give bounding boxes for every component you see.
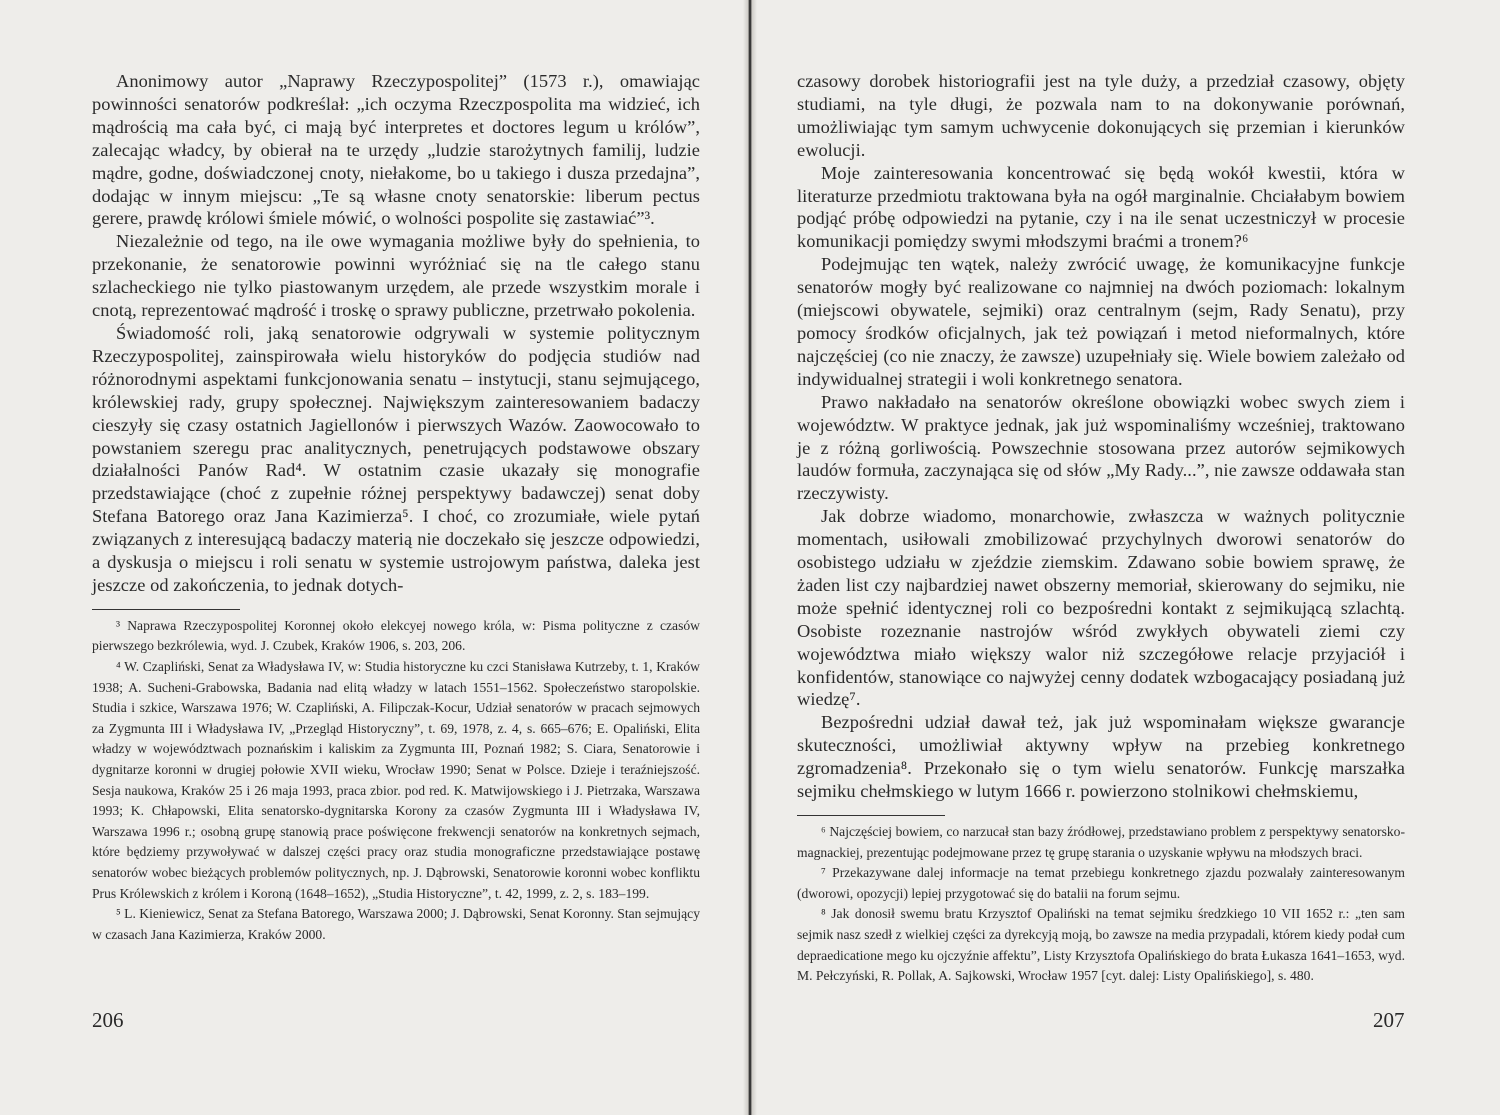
- paragraph: Świadomość roli, jaką senatorowie odgrywali w systemie politycznym Rzeczypospolitej, zainspirowała wielu historyków do podjęcia studiów nad różnorodnymi aspektami funkcjonowania senatu – instytucji, stanu sejmującego, królewskiej rady, grupy społecznej. Największym zainteresowaniem badaczy cieszyły się czasy ostatnich Jagiellonów i pierwszych Wazów. Zaowocowało to powstaniem szeregu prac analitycznych, penetrujących podstawowe obszary działalności Panów Rad⁴. W ostatnim czasie ukazały się monografie przedstawiające (choć z zupełnie różnej perspektywy badawczej) senat doby Stefana Batorego oraz Jana Kazimierza⁵. I choć, co zrozumiałe, wiele pytań związanych z interesującą badaczy materią nie doczekało się jeszcze odpowiedzi, a dyskusja o miejscu i roli senatu w systemie ustrojowym państwa, daleka jest jeszcze od zakończenia, to jednak dotych-: [92, 322, 700, 595]
- paragraph: Bezpośredni udział dawał też, jak już wspominałam większe gwarancje skuteczności, umożliwiał aktywny wpływ na przebieg konkretnego zgromadzenia⁸. Przekonało się o tym wielu senatorów. Funkcję marszałka sejmiku chełmskiego w lutym 1666 r. powierzono stolnikowi chełmskiemu,: [797, 712, 1405, 802]
- left-page: [92, 70, 700, 945]
- right-body-text: [797, 70, 1405, 803]
- left-body-text: [92, 70, 700, 597]
- footnote: ⁴ W. Czapliński, Senat za Władysława IV, w: Studia historyczne ku czci Stanisława Kutrzeby, t. 1, Kraków 1938; A. Sucheni-Grabowska, Badania nad elitą władzy w latach 1551–1562. Społeczeństwo staropolskie. Studia i szkice, Warszawa 1976; W. Czapliński, A. Filipczak-Kocur, Udział senatorów w pracach sejmowych za Zygmunta III i Władysława IV, „Przegląd Historyczny”, t. 69, 1978, z. 4, s. 665–676; E. Opaliński, Elita władzy w województwach poznańskim i kaliskim za Zygmunta III, Poznań 1982; S. Ciara, Senatorowie i dygnitarze koronni w drugiej połowie XVII wieku, Wrocław 1990; Senat w Polsce. Dzieje i teraźniejszość. Sesja naukowa, Kraków 25 i 26 maja 1993, praca zbior. pod red. K. Matwijowskiego i J. Pietrzaka, Warszawa 1993; K. Chłapowski, Elita senatorsko-dygnitarska Korony za czasów Zygmunta III i Władysława IV, Warszawa 1996 r.; osobną grupę stanowią prace poświęcone frekwencji senatorów na konkretnych sejmach, które będziemy przywoływać w dalszej części pracy oraz studia monograficzne przedstawiające postawę senatorów wobec bieżących problemów politycznych, np. J. Dąbrowski, Senatorowie koronni wobec konfliktu Prus Królewskich z królem i Koroną (1648–1652), „Studia Historyczne”, t. 42, 1999, z. 2, s. 183–199.: [92, 659, 700, 901]
- footnote: ⁷ Przekazywane dalej informacje na temat przebiegu konkretnego zjazdu pozwalały zainteresowanym (dworowi, opozycji) lepiej przygotować się do batalii na forum sejmu.: [797, 865, 1405, 901]
- page-number-right: 207: [1373, 1008, 1405, 1032]
- footnote: ⁶ Najczęściej bowiem, co narzucał stan bazy źródłowej, przedstawiano problem z perspektywy senatorsko-magnackiej, prezentując podejmowane przez tę grupę starania o uzyskanie wpływu na młodszych braci.: [797, 824, 1405, 860]
- paragraph: Anonimowy autor „Naprawy Rzeczypospolitej” (1573 r.), omawiając powinności senatorów podkreślał: „ich oczyma Rzeczpospolita ma widzieć, ich mądrością ma cała być, ci mają być interpretes et doctores legum u królów”, zalecając władcy, by obierał na te urzędy „ludzie starożytnych familij, ludzie mądre, godne, doświadczonej cnoty, niełakome, bo u takiego i dusza przedajna”, dodając w innym miejscu: „Te są własne cnoty senatorskie: liberum pectus gerere, prawdę królowi śmiele mówić, o wolności pospolite się zastawiać”³.: [92, 71, 700, 229]
- paragraph: Jak dobrze wiadomo, monarchowie, zwłaszcza w ważnych politycznie momentach, usiłowali zmobilizować przychylnych dworowi senatorów do osobistego udziału w zjeździe ziemskim. Zdawano sobie bowiem sprawę, że żaden list czy najbardziej nawet obszerny memoriał, skierowany do sejmiku, nie może spełnić identycznej roli co bezpośredni kontakt z sejmikującą szlachtą. Osobiste rozeznanie nastrojów wśród zwykłych obywateli ziemi czy województwa miało większy walor niż szczegółowe relacje przyjaciół i konfidentów, stanowiące co najwyżej cenny dodatek wzbogacający posiadaną już wiedzę⁷.: [797, 506, 1405, 710]
- paragraph: Podejmując ten wątek, należy zwrócić uwagę, że komunikacyjne funkcje senatorów mogły być realizowane co najmniej na dwóch poziomach: lokalnym (miejscowi obywatele, sejmiki) oraz centralnym (sejm, Rady Senatu), przy pomocy środków oficjalnych, jak też powiązań i metod nieformalnych, które najczęściej (co nie znaczy, że zawsze) uzupełniały się. Wiele bowiem zależało od indywidualnej strategii i woli konkretnego senatora.: [797, 254, 1405, 389]
- paragraph: Niezależnie od tego, na ile owe wymagania możliwe były do spełnienia, to przekonanie, że senatorowie powinni wyróżniać się na tle całego stanu szlacheckiego nie tylko piastowanym urzędem, ale przede wszystkim morale i cnotą, reprezentować mądrość i troskę o sprawy publiczne, przetrwało pokolenia.: [92, 231, 700, 321]
- paragraph: Moje zainteresowania koncentrować się będą wokół kwestii, która w literaturze przedmiotu traktowana była na ogół marginalnie. Chciałabym bowiem podjąć próbę odpowiedzi na pytanie, czy i na ile senat uczestniczył w procesie komunikacji pomiędzy swymi młodszymi braćmi a tronem?⁶: [797, 162, 1405, 252]
- footnote: ⁸ Jak donosił swemu bratu Krzysztof Opaliński na temat sejmiku średzkiego 10 VII 1652 r.: „ten sam sejmik nasz szedł z wielkiej części za dyrekcyją moją, bo zawsze na media przypadali, którem kiedy podał cum depraedicatione mego ku ojczyźnie affektu”, Listy Krzysztofa Opalińskiego do brata Łukasza 1641–1653, wyd. M. Pełczyński, R. Pollak, A. Sajkowski, Wrocław 1957 [cyt. dalej: Listy Opalińskiego], s. 480.: [797, 906, 1405, 984]
- page-number-left: 206: [92, 1008, 124, 1032]
- book-gutter: [743, 0, 757, 1115]
- right-footnotes: [797, 822, 1405, 987]
- right-page: [797, 70, 1405, 987]
- paragraph: Prawo nakładało na senatorów określone obowiązki wobec swych ziem i województw. W praktyce jednak, jak już wspominaliśmy wcześniej, traktowano je z różną gorliwością. Powszechnie stosowana przez autorów sejmikowych laudów formuła, zaczynająca się od słów „My Rady...”, nie zawsze oddawała stan rzeczywisty.: [797, 391, 1405, 504]
- footnote-rule: [797, 815, 945, 816]
- footnote: ³ Naprawa Rzeczypospolitej Koronnej około elekcyej nowego króla, w: Pisma polityczne z czasów pierwszego bezkrólewia, wyd. J. Czubek, Kraków 1906, s. 203, 206.: [92, 617, 700, 654]
- left-footnotes: [92, 616, 700, 946]
- paragraph: czasowy dorobek historiografii jest na tyle duży, a przedział czasowy, objęty studiami, na tyle długi, że pozwala nam to na dokonywanie porównań, umożliwiając tym samym uchwycenie dokonujących się przemian i kierunków ewolucji.: [797, 71, 1405, 160]
- footnote: ⁵ L. Kieniewicz, Senat za Stefana Batorego, Warszawa 2000; J. Dąbrowski, Senat Koronny. Stan sejmujący w czasach Jana Kazimierza, Kraków 2000.: [92, 906, 700, 942]
- footnote-rule: [92, 609, 240, 610]
